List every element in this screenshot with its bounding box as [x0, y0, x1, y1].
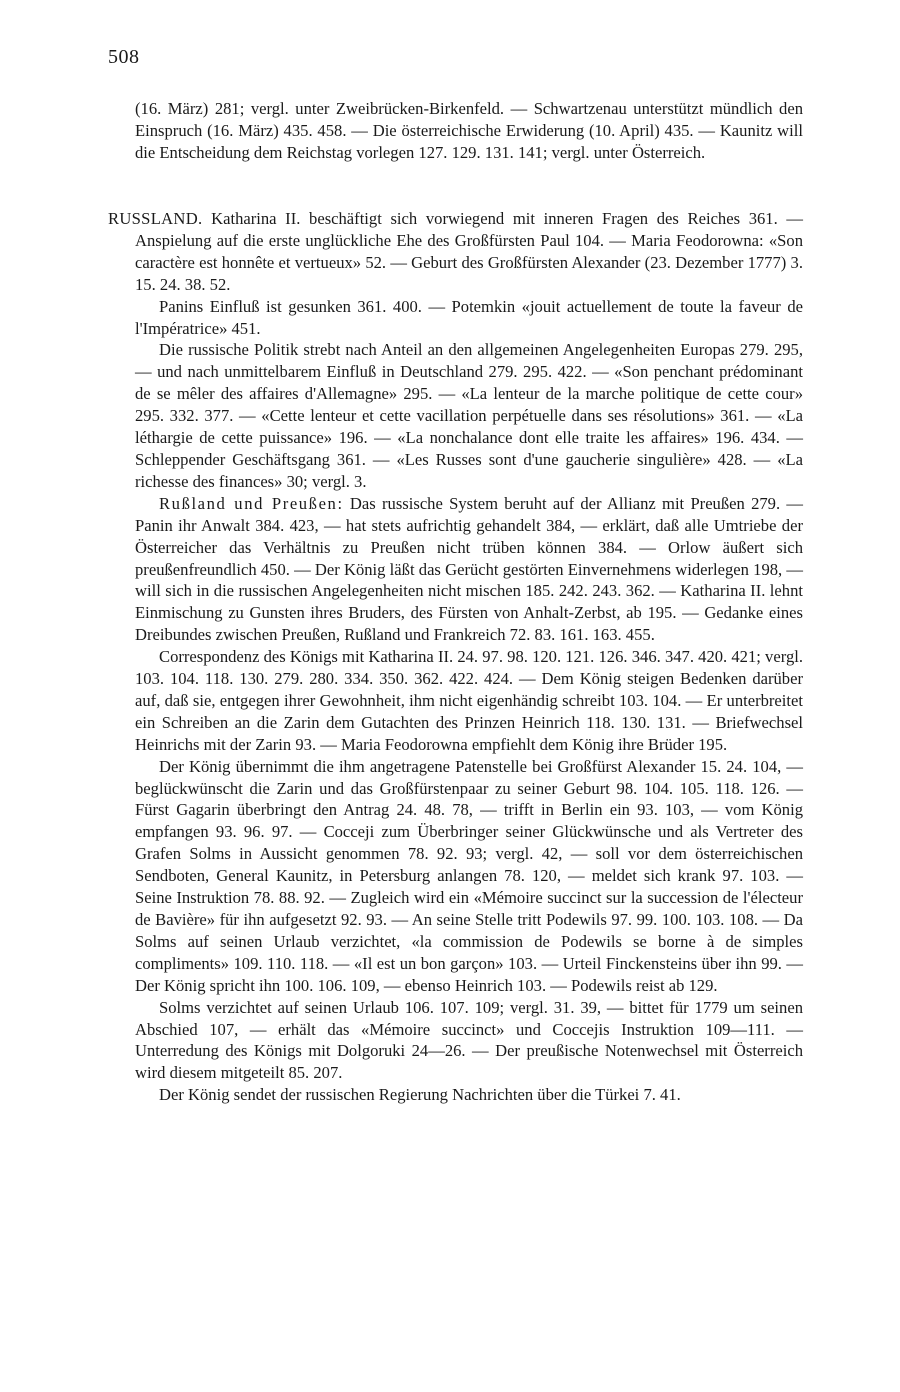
entry-paragraph-text: Das russische System beruht auf der Allianz mit Preußen 279. — Panin ihr Anwalt 384. 423, — hat stets aufrichtig gehandelt 384, — erklärt, daß alle Umtriebe der Österreicher das Verhältnis zu Preußen nicht trüben können 384. — Orlow äußert sich preußenfreundlich 450. — Der König läßt das Gerücht gestörten Einvernehmens widerlegen 198, — will sich in die russischen Angelegenheiten nicht mischen 185. 242. 243. 362. — Katharina II. lehnt Einmischung zu Gunsten ihres Bruders, des Fürsten von Anhalt-Zerbst, ab 195. — Gedanke eines Dreibundes zwischen Preußen, Rußland und Frankreich 72. 83. 161. 163. 455. — [135, 493, 803, 645]
index-entry-russland — [108, 208, 803, 1106]
entry-paragraph: Correspondenz des Königs mit Katharina II. 24. 97. 98. 120. 121. 126. 346. 347. 420. 421; vergl. 103. 104. 118. 130. 279. 280. 334. 350. 362. 422. 424. — Dem König steigen Bedenken darüber auf, daß sie, entgegen ihrer Gewohnheit, ihm nicht eigenhändig schreibt 103. 104. — Er unterbreitet ein Schreiben an die Zarin dem Gutachten des Prinzen Heinrich 118. 130. 131. — Briefwechsel Heinrichs mit der Zarin 93. — Maria Feodorowna empfiehlt dem König ihre Brüder 195. — [135, 647, 803, 754]
entry-paragraph: Die russische Politik strebt nach Anteil an den allgemeinen Angelegenheiten Europas 279. 295, — und nach unmittelbarem Einfluß in Deutschland 279. 295. 422. — «Son penchant prédominant de se mêler des affaires d'Allemagne» 295. — «La lenteur de la marche politique de cette cour» 295. 332. 377. — «Cette lenteur et cette vacillation perpétuelle dans ses résolutions» 361. — «La léthargie de cette puissance» 196. — «La nonchalance dont elle traite les affaires» 196. 434. — Schleppender Geschäftsgang 361. — «Les Russes sont d'une gaucherie singulière» 428. — «La richesse des finances» 30; vergl. 3. — [135, 340, 803, 491]
continued-paragraph: (16. März) 281; vergl. unter Zweibrücken-Birkenfeld. — Schwartzenau unterstützt mündlich den Einspruch (16. März) 435. 458. — Die österreichische Erwiderung (10. April) 435. — Kaunitz will die Entscheidung dem Reichstag vorlegen 127. 129. 131. 141; vergl. unter Österreich. — [135, 99, 803, 162]
entry-paragraph: Der König sendet der russischen Regierung Nachrichten über die Türkei 7. 41. — [159, 1085, 681, 1105]
entry-paragraph: Solms verzichtet auf seinen Urlaub 106. 107. 109; vergl. 31. 39, — bittet für 1779 um seinen Abschied 107, — erhält das «Mémoire succinct» und Coccejis Instruktion 109—111. — Unterredung des Königs mit Dolgoruki 24—26. — Der preußische Notenwechsel mit Österreich wird diesem mitgeteilt 85. 207. — [135, 997, 803, 1083]
page-number: 508 — [108, 46, 140, 68]
continued-entry — [135, 98, 803, 164]
entry-paragraph — [108, 208, 803, 296]
entry-paragraph — [135, 493, 803, 646]
entry-paragraph: Der König übernimmt die ihm angetragene Patenstelle bei Großfürst Alexander 15. 24. 104, — beglückwünscht die Zarin und das Großfürstenpaar zu seiner Geburt 98. 104. 105. 118. 126. — Fürst Gagarin überbringt den Antrag 24. 48. 78, — trifft in Berlin ein 93. 103, — vom König empfangen 93. 96. 97. — Cocceji zum Überbringer seiner Glückwünsche und als Vertreter des Grafen Solms in Aussicht genommen 78. 92. 93; vergl. 42, — soll vor dem österreichischen Sendboten, General Kaunitz, in Petersburg anlangen 78. 120, — meldet sich krank 97. 103. — Seine Instruktion 78. 88. 92. — Zugleich wird ein «Mémoire succinct sur la succession de l'électeur de Bavière» für ihn aufgesetzt 92. 93. — An seine Stelle tritt Podewils 97. 99. 100. 103. 108. — Da Solms auf seinen Urlaub verzichtet, «la commission de Podewils se borne à de simples compliments» 109. 110. 118. — «Il est un bon garçon» 103. — Urteil Finckensteins über ihn 99. — Der König spricht ihn 100. 106. 109, — ebenso Heinrich 103. — Podewils reist ab 129. — [135, 756, 803, 995]
entry-paragraph: Panins Einfluß ist gesunken 361. 400. — Potemkin «jouit actuellement de toute la faveur de l'Impératrice» 451. — [135, 296, 803, 338]
entry-paragraph-text: Katharina II. beschäftigt sich vorwiegend mit inneren Fragen des Reiches 361. — Anspielung auf die erste unglückliche Ehe des Großfürsten Paul 104. — Maria Feodorowna: «Son caractère est honnête et vertueux» 52. — Geburt des Großfürsten Alexander (23. Dezember 1777) 3. 15. 24. 38. 52. — [135, 209, 803, 294]
entry-headword: RUSSLAND. — [108, 209, 203, 228]
subheading-lead: Rußland und Preußen: — [159, 493, 344, 513]
